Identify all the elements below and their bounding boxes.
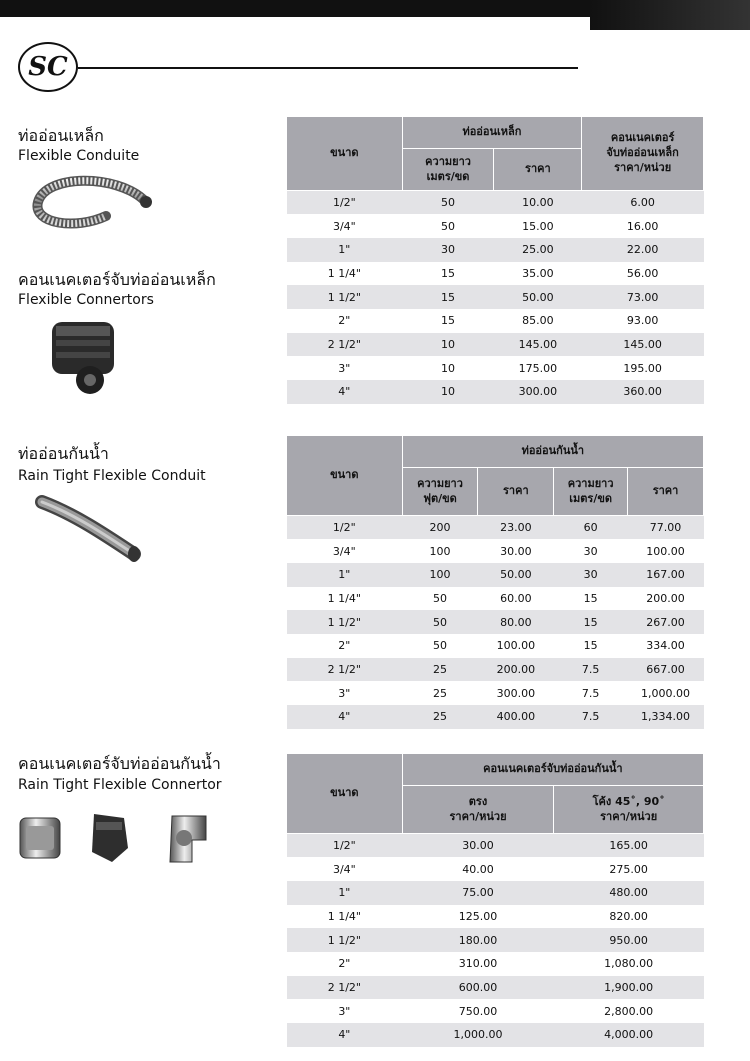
table-row: 1/2" 30.00 165.00 [287,834,704,858]
header-length-ft: ความยาว ฟุต/ขด [402,468,478,516]
table-row: 3/4" 50 15.00 16.00 [332,219,659,233]
rain-tight-connector-price-table [286,753,704,1047]
table-row: 1" 30 25.00 22.00 [287,238,704,262]
table-row: 4" 1,000.00 4,000.00 [287,1023,704,1047]
header-size: ขนาด [287,436,403,516]
header-length-m: ความยาว เมตร/ขด [554,468,628,516]
header-group: คอนเนคเตอร์จับท่ออ่อนกันน้ำ [402,754,703,786]
table-row: 3/4" 100 30.00 30 100.00 [332,544,685,558]
table-row: 1" 100 50.00 30 167.00 [287,563,704,587]
header-connector-price: คอนเนคเตอร์ จับท่ออ่อนเหล็ก ราคา/หน่วย [582,117,704,191]
flexible-connector-icon [46,316,120,398]
section-title-th: คอนเนคเตอร์จับท่ออ่อนเหล็ก [18,270,216,289]
table-row: 2" 50 100.00 15 334.00 [338,639,685,653]
rain-tight-conduit-price-table [286,435,704,729]
header-group: ท่ออ่อนเหล็ก [402,117,582,149]
flexible-conduit-icon [26,172,156,234]
header-length: ความยาว เมตร/ขด [402,149,494,191]
top-bar [0,0,750,17]
section-title-th: ท่ออ่อนกันน้ำ [18,444,109,463]
header-price: ราคา [628,468,704,516]
section-title-en: Rain Tight Flexible Conduit [18,468,206,484]
header-price: ราคา [478,468,554,516]
table-row: 1/2" 200 23.00 60 77.00 [287,516,704,540]
header-size: ขนาด [287,754,403,834]
table-row: 3" 750.00 2,800.00 [338,1004,654,1018]
sc-logo: SC [18,42,78,92]
table-row: 2" 15 85.00 93.00 [338,314,659,328]
table-row: 1 1/4" 50 60.00 15 200.00 [327,591,685,605]
rain-tight-conduit-icon [34,494,146,568]
table-row: 1" 75.00 480.00 [287,881,704,905]
header-price: ราคา [494,149,582,191]
header-straight-price: ตรง ราคา/หน่วย [402,786,554,834]
section-title-en: Flexible Connertors [18,292,154,308]
table-row: 4" 10 300.00 360.00 [287,380,704,404]
table-row: 3" 10 175.00 195.00 [338,361,662,375]
table-row: 1 1/4" 125.00 820.00 [327,909,648,923]
section-title-th: ท่ออ่อนเหล็ก [18,126,104,145]
table-row: 2" 310.00 1,080.00 [338,957,654,971]
flexible-conduit-price-table [286,116,704,404]
table-row: 1 1/2" 50 80.00 15 267.00 [287,610,704,634]
table-row: 2 1/2" 25 200.00 7.5 667.00 [287,658,704,682]
header-curve-price: โค้ง 45˚, 90˚ ราคา/หน่วย [554,786,704,834]
table-row: 1 1/4" 15 35.00 56.00 [327,266,659,280]
table-row: 4" 25 400.00 7.5 1,334.00 [287,705,704,729]
header-rule [78,67,578,69]
section-title-th: คอนเนคเตอร์จับท่ออ่อนกันน้ำ [18,754,221,773]
table-row: 3" 25 300.00 7.5 1,000.00 [338,686,691,700]
table-row: 3/4" 40.00 275.00 [332,862,648,876]
header-group: ท่ออ่อนกันน้ำ [402,436,703,468]
table-row: 1 1/2" 180.00 950.00 [287,928,704,952]
table-row: 1/2" 50 10.00 6.00 [287,191,704,215]
header-size: ขนาด [287,117,403,191]
table-row: 1 1/2" 15 50.00 73.00 [287,285,704,309]
section-title-en: Flexible Conduite [18,148,140,164]
table-row: 2 1/2" 10 145.00 145.00 [287,333,704,357]
rain-tight-connector-icon [16,808,228,868]
section-title-en: Rain Tight Flexible Connertor [18,777,222,793]
table-row: 2 1/2" 600.00 1,900.00 [287,976,704,1000]
